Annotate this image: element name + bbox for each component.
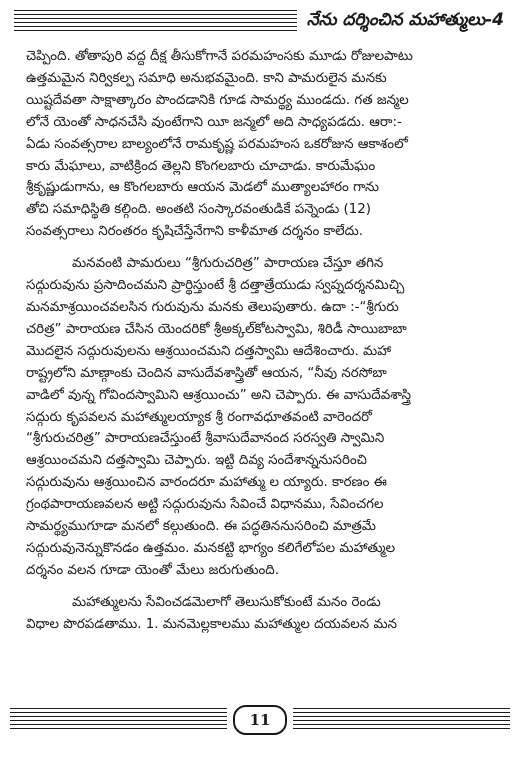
- text-line: “శ్రీగురుచరిత్ర” పారాయణచేస్తుంటే శ్రీవాసుదేవానంద సరస్వతి స్వామిని: [26, 431, 385, 447]
- paragraph-3: [26, 592, 502, 636]
- text-line: మొదలైన సద్గురువులను ఆశ్రయించమని దత్తస్వామి ఆదేశించారు. మహా: [26, 343, 392, 359]
- text-line: సంవత్సరాలు నిరంతరం కృషిచేస్తేనేగాని కాళీమాత దర్శనం కాలేదు.: [26, 224, 363, 240]
- text-line: ఉత్తమమైన నిర్వికల్ప సమాధి అనుభవమైంది. కాని పామరులైన మనకు: [26, 70, 387, 86]
- text-line: మనమాశ్రయించవలసిన గురువును మనకు తెలుపుతారు. ఉదా :-“శ్రీగురు: [26, 299, 399, 315]
- page-header: [14, 8, 506, 36]
- text-line: ఏడు సంవత్సరాల బాల్యంలోనే రామకృష్ణ పరమహంస ఒకరోజున ఆకాశంలో: [26, 136, 408, 152]
- text-line: మహాత్ములను సేవించడమెలాగో తెలుసుకోకుంటే మనం రెండు: [72, 594, 381, 610]
- page-body: [26, 46, 502, 646]
- text-line: సద్గురు కృపవలన మహాత్ములయ్యాక శ్రీ రంగావధూతవంటి వారెందరో: [26, 409, 372, 425]
- text-line: దర్శనం వలన గూడా యెంతో మేలు జరుగుతుంది.: [26, 562, 279, 578]
- text-line: ఆశ్రయించమని దత్తస్వామి చెప్పారు. ఇట్టి దివ్య సందేశాన్ననుసరించి: [26, 453, 367, 469]
- text-line: వాడిలో వున్న గోవిందస్వామిని ఆశ్రయించు” అని చెప్పారు. ఈ వాసుదేవశాస్త్రి: [26, 387, 412, 403]
- text-line: సామర్థ్యముగూడా మనలో కల్గుతుంది. ఈ పద్ధతిననుసరించి మాత్రమే: [26, 519, 376, 535]
- book-title: నేను దర్శించిన మహాత్ములు-4: [306, 10, 504, 30]
- text-line: తోచి సమాధిస్థితి కల్గింది. అంతటి సంస్కారవంతుడికే పన్నెండు (12): [26, 202, 371, 218]
- text-line: లోనే యెంతో సాధనచేసి వుంటేగాని యీ జన్మలో అది సాధ్యపడదు. ఆరా:-: [26, 114, 402, 130]
- text-line: యిష్టదేవతా సాక్షాత్కారం పొందడానికి గూడ సామర్థ్య ముండదు. గత జన్మల: [26, 92, 409, 108]
- text-line: రాష్ట్రలోని మాణ్గాంకు చెందిన వాసుదేవశాస్త్రితో ఆయన, “నీవు నరసోబా: [26, 365, 387, 381]
- text-line: సద్గురువునెన్నుకొనడం ఉత్తమం. మనకట్టి భాగ్యం కలిగేలోపల మహాత్ముల: [26, 540, 396, 556]
- page-footer: [10, 705, 510, 735]
- page-number: 11: [249, 711, 271, 729]
- text-line: గ్రంథపారాయణవలన అట్టి సద్గురువును సేవించే విధానము, సేవించగల: [26, 497, 384, 513]
- text-line: సద్గురువును ఆశ్రయించిన వారందరూ మహాత్ము ల య్యారు. కారణం ఈ: [26, 475, 387, 491]
- text-line: విధాల పొరపడతాము. 1. మనమెల్లకాలము మహాత్ముల దయవలన మన: [26, 616, 398, 632]
- text-line: చెప్పింది. తోతాపురి వద్ద దీక్ష తీసుకోగానే పరమహంసకు మూడు రోజులపాటు: [26, 49, 413, 64]
- footer-rule-lines-left: [10, 708, 227, 732]
- text-line: చరిత్ర” పారాయణ చేసిన యెందరికో శ్రీఅక్కల్‌కోటస్వామి, శిరిడీ సాయిబాబా: [26, 321, 407, 337]
- text-line: శ్రీకృష్ణుడుగాను, ఆ కొంగలబారు ఆయన మెడలో ముత్యాలహారం గాను: [26, 180, 380, 196]
- paragraph-1: [26, 46, 502, 243]
- page-number-badge: [233, 705, 287, 735]
- text-line: కారు మేఘాలు, వాటిక్రింద తెల్లని కొంగలబారు చూచాడు. కారుమేఘం: [26, 158, 376, 174]
- header-rule-lines: [14, 10, 297, 32]
- text-line: మనవంటి పామరులు “శ్రీగురుచరిత్ర” పారాయణ చేస్తూ తగిన: [72, 256, 384, 272]
- text-line: సద్గురువును ప్రసాదించమని ప్రార్థిస్తుంటే శ్రీ దత్తాత్రేయుడు స్వప్నదర్శనమిచ్చి: [26, 278, 405, 294]
- footer-rule-lines-right: [293, 708, 510, 732]
- paragraph-2: [26, 253, 502, 582]
